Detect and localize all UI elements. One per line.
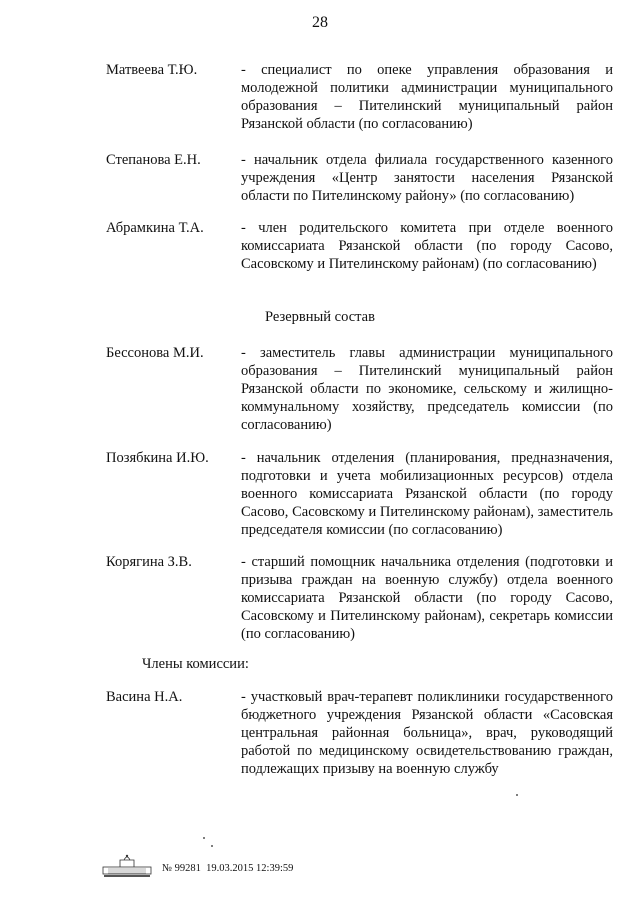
reserve-heading: Резервный состав — [265, 309, 375, 325]
entry-description: - член родительского комитета при отделе военного комиссариата Рязанской области (по городу Сасово, Сасовскому и Пителинскому районам) (по согласованию) — [241, 220, 613, 272]
entry-name: Абрамкина Т.А. — [106, 220, 204, 236]
entry-name: Степанова Е.Н. — [106, 152, 201, 168]
entry-name: Васина Н.А. — [106, 689, 183, 705]
registration-seal-icon — [102, 852, 152, 878]
scan-speck — [516, 794, 518, 796]
footer-meta — [162, 863, 293, 874]
doc-number: № 99281 — [162, 863, 201, 874]
entry-description: - участковый врач-терапевт поликлиники государственного бюджетного учреждения Рязанской области «Сасовская центральная районная больница», врач, руководящий работой по медицинскому освидетельствованию граждан, подлежащих призыву на военную службу — [241, 689, 613, 777]
doc-timestamp: 19.03.2015 12:39:59 — [206, 863, 294, 874]
entry-description: - заместитель главы администрации муниципального образования – Пителинский муниципальный район Рязанской области по экономике, сельскому и жилищно-коммунальному хозяйству, председатель комиссии (по согласованию) — [241, 345, 613, 433]
scan-speck — [211, 845, 213, 847]
entry-name: Позябкина И.Ю. — [106, 450, 209, 466]
entry-name: Корягина З.В. — [106, 554, 192, 570]
entry-name: Бессонова М.И. — [106, 345, 204, 361]
entry-description: - старший помощник начальника отделения (подготовки и призыва граждан на военную службу) отдела военного комиссариата Рязанской области (по городу Сасово, Сасовскому и Пителинскому районам), секретарь комиссии (по согласованию) — [241, 554, 613, 642]
entry-description: - специалист по опеке управления образования и молодежной политики администрации муниципального образования – Пителинский муниципальный район Рязанской области (по согласованию) — [241, 62, 613, 132]
entry-name: Матвеева Т.Ю. — [106, 62, 198, 78]
scan-speck — [203, 837, 205, 839]
page-number: 28 — [312, 14, 328, 31]
entry-description: - начальник отделения (планирования, предназначения, подготовки и учета мобилизационных ресурсов) отдела военного комиссариата Рязанской области (по городу Сасово, Сасовскому и Пителинскому районам), заместитель председателя комиссии (по согласованию) — [241, 450, 613, 538]
document-footer — [102, 852, 342, 880]
entry-description: - начальник отдела филиала государственного казенного учреждения «Центр занятости населения Рязанской области по Пителинскому району» (по согласованию) — [241, 152, 613, 204]
members-heading: Члены комиссии: — [142, 656, 249, 672]
